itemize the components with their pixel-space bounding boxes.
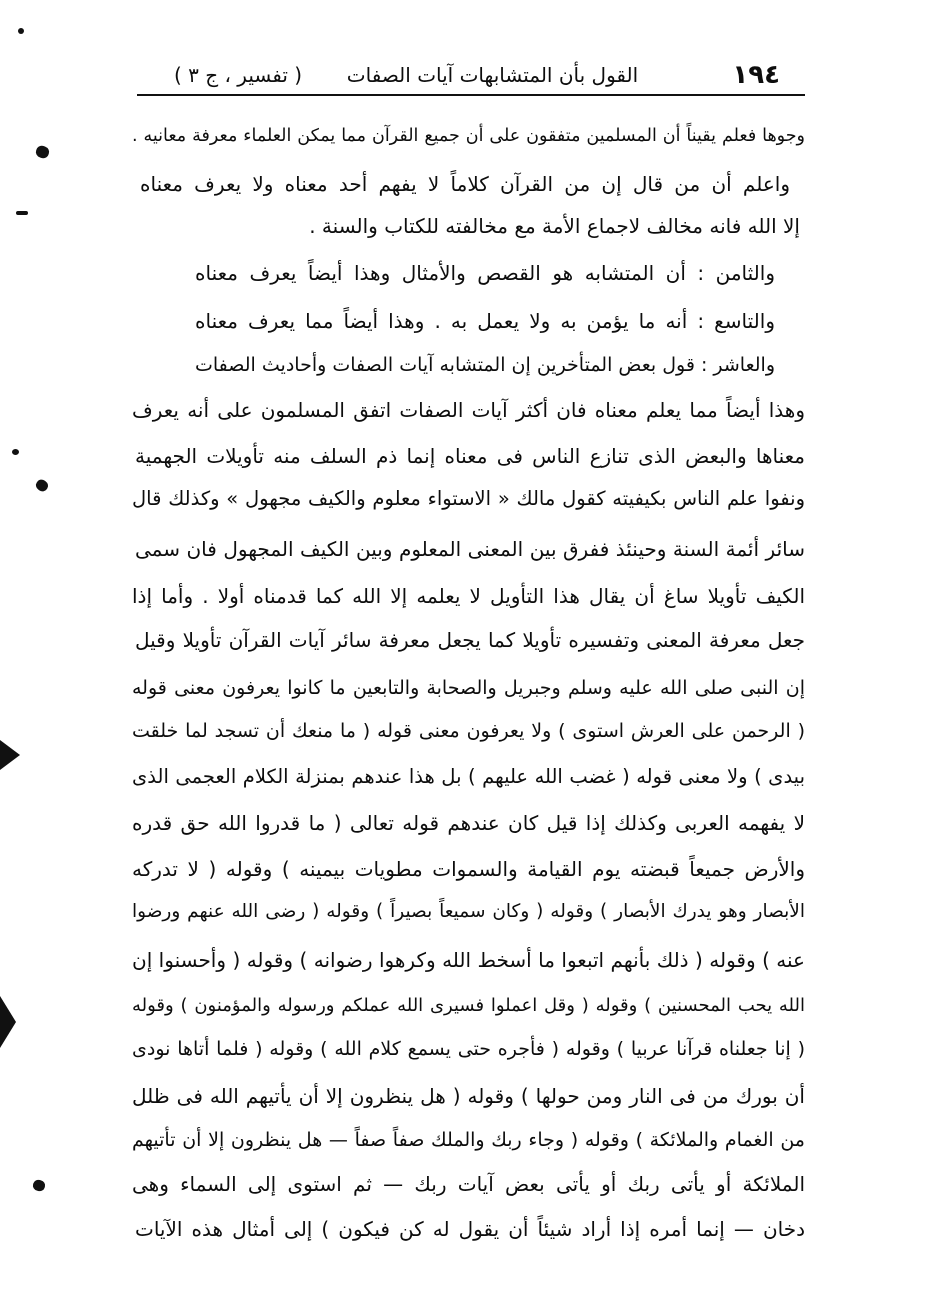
line-box — [132, 483, 805, 515]
line-box — [195, 257, 775, 289]
line-box — [132, 120, 805, 152]
line-box — [135, 624, 805, 656]
scan-mark — [32, 1179, 46, 1193]
text-line: واعلم أن من قال إن من القرآن كلاماً لا يفهم أحد معناه ولا يعرف معناه — [140, 172, 790, 196]
line-box — [132, 853, 805, 885]
text-line: ونفوا علم الناس بكيفيته كقول مالك « الاستواء معلوم والكيف مجهول » وكذلك قال — [132, 487, 805, 510]
scan-mark — [12, 449, 19, 455]
line-box — [135, 1213, 805, 1245]
running-title-box — [340, 58, 645, 92]
scan-mark — [34, 478, 50, 494]
scan-mark — [18, 28, 24, 34]
text-line: معناها والبعض الذى تنازع الناس فى معناه إنما ذم السلف منه تأويلات الجهمية — [135, 444, 805, 468]
line-box — [132, 896, 805, 928]
text-line: الأبصار وهو يدرك الأبصار ) وقوله ( وكان سميعاً بصيراً ) وقوله ( رضى الله عنهم ورضوا — [132, 901, 805, 922]
line-box — [132, 1033, 805, 1065]
scan-mark — [0, 740, 20, 770]
line-box — [132, 394, 805, 426]
text-line: من الغمام والملائكة ) وقوله ( وجاء ربك والملك صفاً صفاً — هل ينظرون إلا أن تأتيهم — [132, 1129, 805, 1151]
line-box — [132, 944, 805, 976]
scan-mark — [34, 144, 50, 160]
text-line: جعل معرفة المعنى وتفسيره تأويلا كما يجعل معرفة سائر آيات القرآن تأويلا وقيل — [135, 628, 805, 652]
text-line: بيدى ) ولا معنى قوله ( غضب الله عليهم ) بل هذا عندهم بمنزلة الكلام العجمى الذى — [132, 765, 805, 788]
volume-label: ( تفسير ، ج ٣ ) — [173, 63, 303, 87]
text-line: والأرض جميعاً قبضته يوم القيامة والسموات مطويات بيمينه ) وقوله ( لا تدركه — [132, 857, 805, 881]
line-box — [132, 761, 805, 793]
volume-label-box — [154, 58, 322, 92]
text-line: دخان — إنما أمره إذا أراد شيئاً أن يقول له كن فيكون ) إلى أمثال هذه الآيات — [135, 1217, 805, 1241]
line-box — [135, 440, 805, 472]
text-line: لا يفهمه العربى وكذلك إذا قيل كان عندهم قوله تعالى ( ما قدروا الله حق قدره — [132, 811, 805, 835]
line-box — [132, 990, 805, 1022]
line-box — [132, 807, 805, 839]
line-box — [132, 1124, 805, 1156]
scan-mark — [0, 996, 16, 1048]
line-box — [195, 349, 775, 381]
line-box — [132, 1168, 805, 1200]
line-box — [132, 715, 805, 747]
text-line: والعاشر : قول بعض المتأخرين إن المتشابه آيات الصفات وأحاديث الصفات — [195, 354, 775, 376]
text-line: الكيف تأويلا ساغ أن يقال هذا التأويل لا يعلمه إلا الله كما قدمناه أولا . وأما إذا — [132, 584, 805, 608]
text-line: إن النبى صلى الله عليه وسلم وجبريل والصحابة والتابعين ما كانوا يعرفون معنى قوله — [132, 677, 805, 699]
line-box — [195, 305, 775, 337]
text-line: سائر أئمة السنة وحينئذ ففرق بين المعنى المعلوم وبين الكيف المجهول فان سمى — [135, 537, 805, 561]
text-line: والتاسع : أنه ما يؤمن به ولا يعمل به . وهذا أيضاً مما يعرف معناه — [195, 309, 775, 333]
line-box — [132, 1080, 805, 1112]
text-line: وهذا أيضاً مما يعلم معناه فان أكثر آيات الصفات اتفق المسلمون على أنه يعرف — [132, 398, 805, 422]
line-box — [132, 580, 805, 612]
text-line: وجوها فعلم يقيناً أن المسلمين متفقون على أن جميع القرآن مما يمكن العلماء معرفة معانيه . — [132, 126, 805, 146]
line-box — [140, 210, 800, 242]
header-rule — [137, 94, 805, 96]
line-box — [132, 672, 805, 704]
text-line: أن بورك من فى النار ومن حولها ) وقوله ( هل ينظرون إلا أن يأتيهم الله فى ظلل — [132, 1084, 805, 1108]
text-line: والثامن : أن المتشابه هو القصص والأمثال وهذا أيضاً يعرف معناه — [195, 261, 775, 285]
text-line: ( الرحمن على العرش استوى ) ولا يعرفون معنى قوله ( ما منعك أن تسجد لما خلقت — [132, 720, 805, 742]
scan-mark — [16, 211, 28, 215]
text-line: عنه ) وقوله ( ذلك بأنهم اتبعوا ما أسخط الله وكرهوا رضوانه ) وقوله ( وأحسنوا إن — [132, 948, 805, 972]
text-line: الملائكة أو يأتى ربك أو يأتى بعض آيات ربك — ثم استوى إلى السماء وهى — [132, 1172, 805, 1196]
text-line: إلا الله فانه مخالف لاجماع الأمة مع مخالفته للكتاب والسنة . — [309, 214, 800, 238]
line-box — [135, 533, 805, 565]
text-line: الله يحب المحسنين ) وقوله ( وقل اعملوا فسيرى الله عملكم ورسوله والمؤمنون ) وقوله — [132, 995, 805, 1016]
text-line: ( إنا جعلناه قرآنا عربيا ) وقوله ( فأجره حتى يسمع كلام الله ) وقوله ( فلما أتاها نودى — [132, 1038, 805, 1060]
running-title: القول بأن المتشابهات آيات الصفات — [346, 63, 639, 87]
page-number-box — [716, 58, 780, 92]
line-box — [140, 168, 790, 200]
page-number: ١٩٤ — [732, 60, 780, 90]
